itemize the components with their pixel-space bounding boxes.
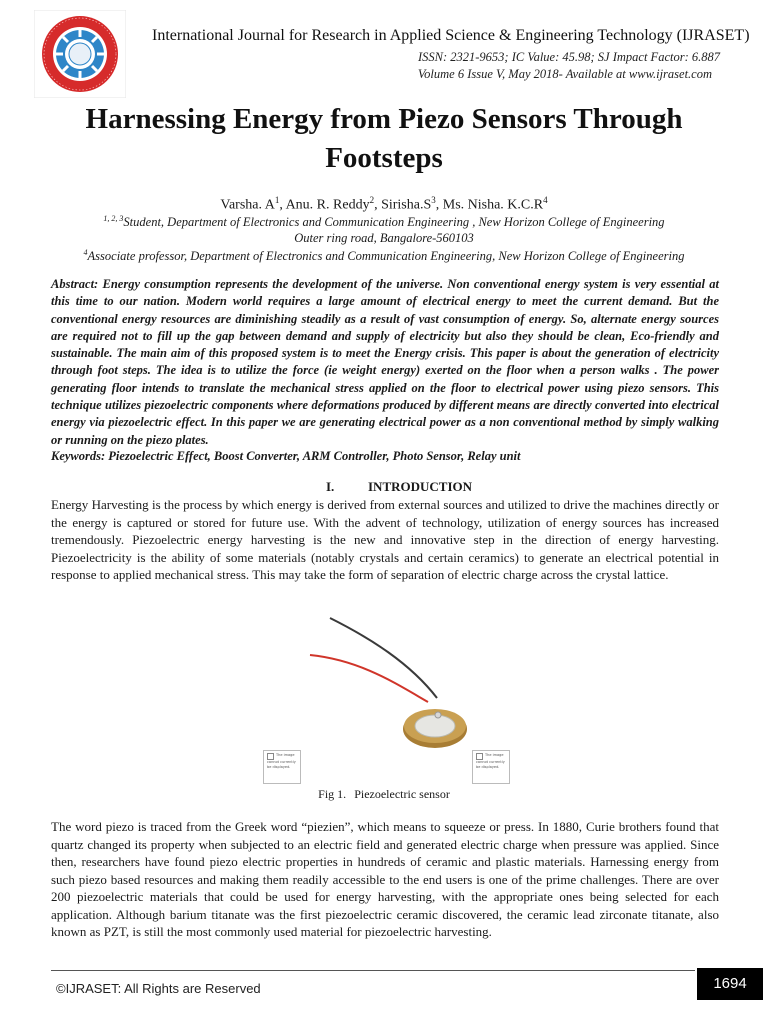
broken-image-icon [267,753,274,760]
caption-label: Fig 1. [318,787,347,801]
footer-divider [51,970,695,971]
placeholder-text: The image cannot currently be displayed. [267,753,296,769]
piezo-sensor-image [300,608,500,748]
affiliation-sup: 1, 2, 3 [103,214,124,223]
author-name: Varsha. A [220,197,275,213]
abstract: Abstract: Energy consumption represents the development of the universe. Non conventional energy system is very essential at this time to our nation. Modern world requires a large amount of electrical energy to meet the current demand. But the conventional energy resources are diminishing steadily as a result of vast consumption of energy. So, alternate energy sources are required not to fill up the gap between demand and supply of electricity but also they should be clean, Eco-friendly and sustainable. The main aim of this proposed system is to meet the Energy crisis. This paper is about the generation of electricity through foot steps. The idea is to utilize the force (ie weight energy) exerted on the floor when a person walks . The power generating floor intends to translate the mechanical stress applied on the floor to electrical power using piezo sensors. This technique utilizes piezoelectric components where deformations produced by different means are directly converted into electrical energy via piezoelectric effect. In this paper we are generating electrical power as a non conventional method by simply walking or running on the piezo plates. [51,277,719,447]
paper-title [60,100,708,178]
affiliation-2 [0,248,768,264]
intro-paragraph-1: Energy Harvesting is the process by which energy is derived from external sources and utilized to drive the machines directly or the energy is captured or stored for future use. With the advent of technology, utilization of energy sources has increased tremendously. Piezoelectric energy harvesting is the new and innovative step in the direction of energy harvesting. Piezoelectricity is the ability of some materials (notably crystals and certain ceramics) to generate an electrical potential in response to applied mechanical stress. This may take the form of separation of electric charge across the crystal lattice. [51,497,719,582]
broken-image-icon [476,753,483,760]
volume-line: Volume 6 Issue V, May 2018- Available at www.ijraset.com [417,67,712,81]
author-list: Varsha. $A^1$, Anu. R. Reddy$^2$, $Sirisha.S^3$, Ms. Nisha. $K.C.R^4$ [220,195,548,213]
author-sup: 2 [369,195,375,205]
author-sup: 3 [431,195,436,205]
paper-title-line-1: Harnessing Energy from Piezo Sensors Through [85,103,683,135]
author-sup: 1 [274,195,280,205]
affiliation-text: Student, Department of Electronics and Communication Engineering , New Horizon College of Engineering [123,215,665,230]
footer-copyright: ©IJRASET: All Rights are Reserved [56,981,261,996]
author-sup: 4 [543,195,548,205]
author-name: Ms. Nisha. K.C.R [442,197,544,213]
keywords: Keywords: Piezoelectric Effect, Boost Converter, ARM Controller, Photo Sensor, Relay unit [51,449,521,463]
affiliation-sup: 4 [83,248,88,257]
affiliation-1 [0,214,768,230]
section-number: I. [326,479,335,494]
caption-text: Piezoelectric sensor [354,787,450,801]
journal-name: International Journal for Research in Applied Science & Engineering Technology (IJRASET) [152,27,750,44]
journal-seal-icon [34,10,126,98]
intro-paragraph-2: The word piezo is traced from the Greek word “piezien”, which means to squeeze or press. In 1880, Curie brothers found that quartz changed its property when subjected to an electric field and generated electric charge when pressure was applied. Since then, researchers have found piezo electric properties in hundreds of ceramic and plastic materials. Harnessing energy from such piezo based resources and making them readily accessible to the end users is one of the prime challenges. There are over 200 piezoelectric materials that could be used for energy harvesting, with the appropriate ones being selected for each application. Although barium titanate was the first piezoelectric ceramic discovered, the ceramic lead zirconate titanate, also known as PZT, is still the most commonly used material for piezoelectric harvesting. [51,819,719,939]
image-placeholder [472,750,510,784]
author-name: Sirisha.S [381,197,432,213]
figure-caption [0,787,768,802]
page-number: 1694 [697,968,763,1000]
section-title: INTRODUCTION [368,479,473,494]
affiliation-address: Outer ring road, Bangalore-560103 [294,231,474,245]
author-name: Anu. R. Reddy [285,197,370,213]
image-placeholder [263,750,301,784]
placeholder-text: The image cannot currently be displayed. [476,753,505,769]
paper-title-line-2: Footsteps [325,142,443,174]
affiliation-text: Associate professor, Department of Electronics and Communication Engineering, New Horizon College of Engineering [87,249,685,264]
issn-line: ISSN: 2321-9653; IC Value: 45.98; SJ Impact Factor: 6.887 [417,50,720,64]
